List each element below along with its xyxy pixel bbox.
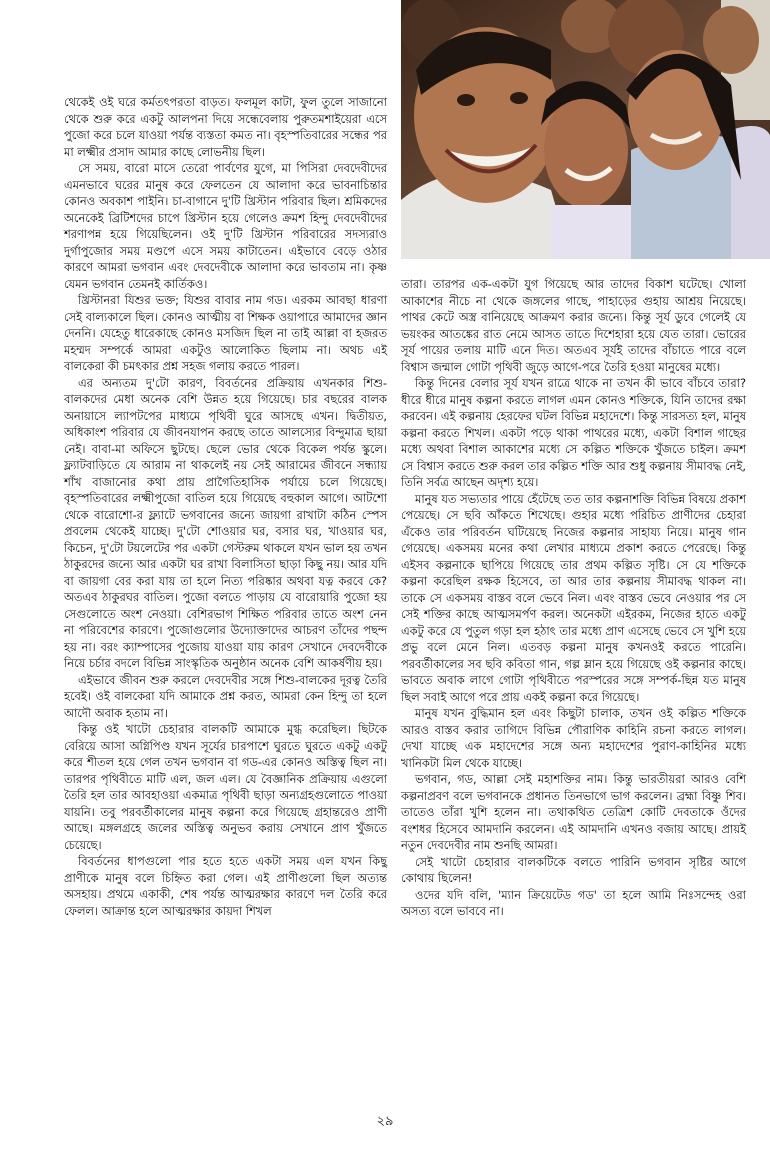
children-photo — [401, 0, 770, 259]
left-text-column — [64, 94, 387, 919]
paragraph: ভগবান, গড, আল্লা সেই মহাশক্তির নাম। কিন্তু ভারতীয়রা আরও বেশি কল্পনাপ্রবণ বলে ভগবানকে প্রধানত তিনভাগে ভাগ করলেন। ব্রহ্মা বিষ্ণু শিব। তাতেও তাঁরা খুশি হলেন না। তথাকথিত তেত্রিশ কোটি দেবতাকে ওঁদের বংশধর হিসেবে আমদানি করলেন। এই আমদানি এখনও বজায় আছে। প্রায়ই নতুন দেবদেবীর নাম শুনছি আমরা। — [401, 772, 746, 852]
paragraph: কিন্তু ওই খাটো চেহারার বালকটি আমাকে মুগ্ধ করেছিল। ছিটকে বেরিয়ে আসা অগ্নিপিণ্ড যখন সূর্যের চারপাশে ঘুরতে ঘুরতে একটু একটু করে শীতল হয়ে গেল তখন ভগবান বা গড-এর কোনও অস্তিত্ব ছিল না। তারপর পৃথিবীতে মাটি এল, জল এল। যে বৈজ্ঞানিক প্রক্রিয়ায় এগুলো তৈরি হল তার আবহাওয়া একমাত্র পৃথিবী ছাড়া অন্যগ্রহগুলোতে পাওয়া যায়নি। তবু পরবর্তীকালের মানুষ কল্পনা করে গিয়েছে গ্রহান্তরেও প্রাণী আছে। মঙ্গলগ্রহে জলের অস্তিত্ব অনুভব করায় সেখানে প্রাণ খুঁজতে চেয়েছে। — [64, 722, 387, 852]
paragraph: মানুষ যত সভ্যতার পায়ে হেঁটেছে তত তার কল্পনাশক্তি বিভিন্ন বিষয়ে প্রকাশ পেয়েছে। সে ছবি আঁকতে শিখেছে। গুহার মধ্যে পরিচিত প্রাণীদের চেহারা এঁকেও তার পরিবর্তন ঘটিয়েছে নিজের কল্পনার সাহায্য নিয়ে। মানুষ গান গেয়েছে। একসময় মনের কথা লেখার মাধ্যমে প্রকাশ করতে পেরেছে। কিন্তু এইসব কল্পনাকে ছাপিয়ে গিয়েছে তার প্রথম কল্পিত সৃষ্টি। সে যে শক্তিকে কল্পনা করেছিল রক্ষক হিসেবে, তা আর তার কল্পনায় সীমাবদ্ধ থাকল না। তাকে সে একসময় বাস্তব বলে ভেবে নিল। এবং বাস্তব ভেবে নেওয়ার পর সে সেই শক্তির কাছে আত্মসমর্পণ করল। অনেকটা এইরকম, নিজের হাতে একটু একটু করে যে পুতুল গড়া হল হঠাৎ তার মধ্যে প্রাণ এসেছে ভেবে সে খুশি হয়ে প্রভু বলে মেনে নিল। এতবড় কল্পনা মানুষ কখনওই করতে পারেনি। পরবর্তীকালের সব ছবি কবিতা গান, গল্প ম্লান হয়ে গিয়েছে ওই কল্পনার কাছে। ভাবতে অবাক লাগে গোটা পৃথিবীতে পরস্পরের সঙ্গে সম্পর্ক-ছিন্ন যত মানুষ ছিল সবাই আগে পরে প্রায় একই কল্পনা করে গিয়েছে। — [401, 491, 746, 704]
children-photo-icon — [401, 0, 770, 259]
paragraph: কিন্তু দিনের বেলার সূর্য যখন রাত্রে থাকে না তখন কী ভাবে বাঁচবে তারা? ধীরে ধীরে মানুষ কল্পনা করতে লাগল এমন কোনও শক্তিকে, যিনি তাদের রক্ষা করবেন। এই কল্পনায় হেরফের ঘটল বিভিন্ন মহাদেশে। কিন্তু সারসত্য হল, মানুষ কল্পনা করতে শিখল। একটা পড়ে থাকা পাথরের মধ্যে, একটা বিশাল গাছের মধ্যে অথবা বিশাল আকাশের মধ্যে সে কল্পিত শক্তিকে খুঁজতে চাইল। ক্রমশ সে বিশ্বাস করতে শুরু করল তার কল্পিত শক্তি আর শুধু কল্পনায় সীমাবদ্ধ নেই, তিনি সর্বত্র আছেন অদৃশ্য হয়ে। — [401, 376, 746, 489]
page-number: ২৯ — [376, 1114, 394, 1129]
paragraph: সে সময়, বারো মাসে তেরো পার্বণের যুগে, মা পিসিরা দেবদেবীদের এমনভাবে ঘরের মানুষ করে ফেলতেন যে আলাদা করে ভাবনাচিন্তার কোনও অবকাশ পাইনি। চা-বাগানে দু'টি খ্রিস্টান পরিবার ছিল। শ্রমিকদের অনেকেই ব্রিটিশদের চাপে খ্রিস্টান হয়ে গেলেও ক্রমশ হিন্দু দেবদেবীদের শরণাপন্ন হয়ে গিয়েছিলেন। ওই দু'টি খ্রিস্টান পরিবারের সদস্যরাও দুর্গাপুজোর সময় মণ্ডপে এসে সময় কাটাতেন। এইভাবে বেড়ে ওঠার কারণে আমরা ভগবান এবং দেবদেবীকে আলাদা করে ভাবতাম না। কৃষ্ণ যেমন ভগবান তেমনই কার্তিকও। — [64, 161, 387, 291]
paragraph: থেকেই ওই ঘরে কর্মতৎপরতা বাড়ত। ফলমূল কাটা, ফুল তুলে সাজানো থেকে শুরু করে একটু আলপনা দিয়ে সন্ধেবেলায় পুরুতমশাইয়েরা এসে পুজো করে চলে যাওয়া পর্যন্ত ব্যস্ততা কমত না। বৃহস্পতিবারের সন্ধের পর মা লক্ষ্মীর প্রসাদ আমার কাছে লোভনীয় ছিল। — [64, 95, 387, 159]
paragraph: বিবর্তনের ধাপগুলো পার হতে হতে একটা সময় এল যখন কিছু প্রাণীকে মানুষ বলে চিহ্নিত করা গেল। এই প্রাণীগুলো ছিল অত্যন্ত অসহায়। প্রথমে একাকী, শেষ পর্যন্ত আত্মরক্ষার কারণে দল তৈরি করে ফেলল। আক্রান্ত হলে আত্মরক্ষার কায়দা শিখল — [64, 854, 387, 918]
paragraph: তারা। তারপর এক-একটা যুগ গিয়েছে আর তাদের বিকাশ ঘটেছে। খোলা আকাশের নীচে না থেকে জঙ্গলের গাছে, পাহাড়ের গুহায় আশ্রয় নিয়েছে। পাথর কেটে অস্ত্র বানিয়েছে আক্রমণ করার জন্যে। কিন্তু সূর্য ডুবে গেলেই যে ভয়ংকর আতঙ্কের রাত নেমে আসত তাতে দিশেহারা হয়ে যেত তারা। ভোরের সূর্য পায়ের তলায় মাটি এনে দিত। অতএব সূর্যই তাদের বাঁচাতে পারে বলে বিশ্বাস জন্মাল গোটা পৃথিবী জুড়ে আগে-পরে তৈরি হওয়া মানুষের মধ্যে। — [401, 277, 746, 374]
paragraph: ওদের যদি বলি, 'ম্যান ক্রিয়েটেড গড' তা হলে আমি নিঃসন্দেহ ওরা অসত্য বলে ভাববে না। — [401, 887, 746, 918]
paragraph: এইভাবে জীবন শুরু করলে দেবদেবীর সঙ্গে শিশু-বালকের দূরত্ব তৈরি হবেই। ওই বালকেরা যদি আমাকে প্রশ্ন করত, আমরা কেন হিন্দু তা হলে আদৌ অবাক হতাম না। — [64, 672, 387, 720]
paragraph: খ্রিস্টানরা যিশুর ভক্ত; যিশুর বাবার নাম গড। এরকম আবছা ধারণা সেই বাল্যকালে ছিল। কোনও আত্মীয় বা শিক্ষক ওয়াপারে আমাদের জ্ঞান দেননি। যেহেতু ধারেকাছে কোনও মসজিদ ছিল না তাই আল্লা বা হজরত মহম্মদ সম্পর্কে আমরা একটুও আলোকিত ছিলাম না। অথচ এই বালকেরা কী চমৎকার প্রশ্ন সহজ গলায় করতে পারল। — [64, 293, 387, 373]
paragraph: এর অন্যতম দু'টো কারণ, বিবর্তনের প্রক্রিয়ায় এখনকার শিশু-বালকদের মেধা অনেক বেশি উন্নত হয়ে গিয়েছে। চার বছরের বালক অনায়াসে ল্যাপটপের মাধ্যমে পৃথিবী ঘুরে আসছে এখন। দ্বিতীয়ত, অধিকাংশ পরিবার যে জীবনযাপন করছে তাতে আলস্যের বিন্দুমাত্র ছায়া নেই। বাবা-মা অফিসে ছুটছে। ছেলে ভোর থেকে বিকেল পর্যন্ত স্কুলে। ফ্ল্যাটবাড়িতে যে আরাম না থাকলেই নয় সেই আরামের জীবনে সন্ধ্যায় শাঁখ বাজানোর কথা প্রায় প্রাগৈতিহাসিক পর্যায়ে চলে গিয়েছে। বৃহস্পতিবারের লক্ষ্মীপুজো বাতিল হয়ে গিয়েছে বহুকাল আগে। আটশো থেকে বারোশো-র ফ্ল্যাটে ভগবানের জন্যে জায়গা রাখাটা কঠিন স্পেস প্রবলেম থেকেই যাচ্ছে। দু'টো শোওয়ার ঘর, বসার ঘর, খাওয়ার ঘর, কিচেন, দু'টো টয়লেটের পর একটা গেস্টরুম থাকলে যখন ভাল হয় তখন ঠাকুরদের জন্যে আর একটা ঘর রাখা বিলাসিতা ছাড়া কিছু নয়। আর যদি বা জায়গা বের করা যায় তা হলে নিত্য পরিষ্কার অথবা যত্ন করবে কে? অতএব ঠাকুরঘর বাতিল। পুজো বলতে পাড়ায় যে বারোয়ারি পুজো হয় সেগুলোতে অংশ নেওয়া। বেশিরভাগ শিক্ষিত পরিবার তাতে অংশ নেন না পরিবেশের কারণে। পুজোগুলোর উদ্যোক্তাদের আচরণ তাঁদের পছন্দ হয় না। বরং ক্যাম্পাসের পুজোয় যাওয়া যায় কারণ সেখানে দেবদেবীকে নিয়ে চর্চার বদলে বিভিন্ন সাংস্কৃতিক অনুষ্ঠান অনেক বেশি আকর্ষণীয় হয়। — [64, 375, 387, 670]
right-text-column — [401, 276, 746, 920]
paragraph: মানুষ যখন বুদ্ধিমান হল এবং কিছুটা চালাক, তখন ওই কল্পিত শক্তিকে আরও বাস্তব করার তাগিদে বিভিন্ন পৌরাণিক কাহিনি রচনা করতে লাগল। দেখা যাচ্ছে এক মহাদেশের সঙ্গে অন্য মহাদেশের পুরাণ-কাহিনির মধ্যে খানিকটা মিল থেকে যাচ্ছে। — [401, 706, 746, 770]
paragraph: সেই খাটো চেহারার বালকটিকে বলতে পারিনি ভগবান সৃষ্টির আগে কোথায় ছিলেন! — [401, 854, 746, 885]
